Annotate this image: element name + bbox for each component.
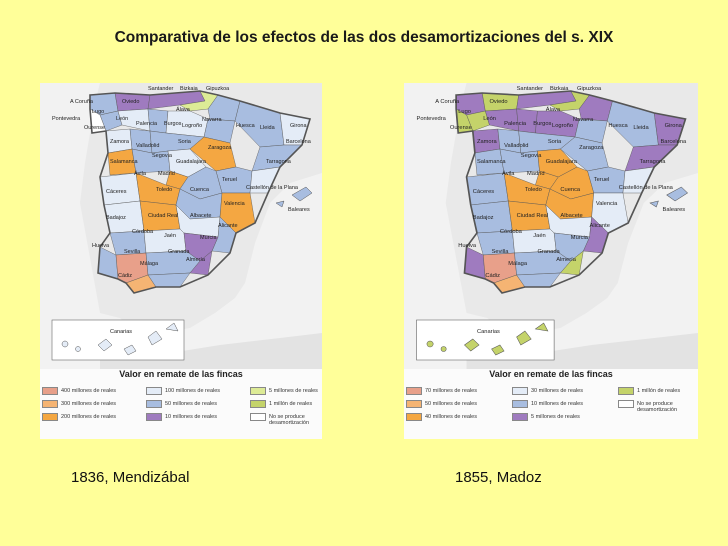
province-label: Toledo bbox=[156, 187, 173, 193]
province-label: Álava bbox=[176, 107, 190, 113]
province-label: Logroño bbox=[182, 123, 203, 129]
legend-swatch bbox=[618, 400, 634, 408]
province-label: Tarragona bbox=[266, 159, 291, 165]
mendizabal-map-svg bbox=[40, 83, 322, 369]
province-label: Valencia bbox=[224, 201, 245, 207]
province-label: Guadalajara bbox=[176, 159, 206, 165]
legend-swatch bbox=[512, 387, 528, 395]
province-label: Castellón de la Plana bbox=[618, 185, 673, 191]
madoz-map-svg bbox=[404, 83, 698, 369]
province-label: Santander bbox=[516, 86, 544, 92]
province-label: Logroño bbox=[552, 123, 574, 129]
mendizabal-caption: 1836, Mendizábal bbox=[71, 469, 190, 486]
province-label: Álava bbox=[545, 107, 561, 113]
madoz-caption: 1855, Madoz bbox=[455, 469, 542, 486]
province-label: Huesca bbox=[608, 123, 628, 129]
province-label: Bizkaia bbox=[549, 86, 569, 92]
islands-label: Canarias bbox=[110, 329, 133, 335]
province-label: Sevilla bbox=[124, 249, 141, 255]
legend-swatch bbox=[42, 413, 58, 421]
province-label: Huelva bbox=[92, 243, 110, 249]
legend-swatch bbox=[250, 400, 266, 408]
province-label: Ávila bbox=[134, 171, 146, 177]
province-label: Murcia bbox=[570, 235, 588, 241]
legend-swatch bbox=[406, 400, 422, 408]
legend-swatch bbox=[250, 413, 266, 421]
province-label: Pontevedra bbox=[52, 116, 81, 122]
province-label: Granada bbox=[537, 249, 560, 255]
province-label: Almería bbox=[186, 257, 205, 263]
province-label: Huesca bbox=[236, 123, 255, 129]
province-label: Segovia bbox=[520, 153, 542, 159]
province-label: Salamanca bbox=[110, 159, 138, 165]
province-label: Bizkaia bbox=[180, 86, 198, 92]
legend-swatch bbox=[618, 387, 634, 395]
province-label: A Coruña bbox=[435, 99, 460, 105]
province-label: Ávila bbox=[502, 171, 515, 177]
province-label: León bbox=[116, 116, 129, 122]
province-label: Teruel bbox=[593, 177, 610, 183]
province-label: Segovia bbox=[152, 153, 172, 159]
legend-swatch bbox=[42, 387, 58, 395]
province-label: Sevilla bbox=[491, 249, 509, 255]
mendizabal-map: Canarias A Coruña Lugo Pontevedra Ourense Santander Bizkaia Gipuzkoa Oviedo Álava Navarra León Palencia Burgos Logroño Huesca Lleida Girona Barcelona Zamora Valladolid Soria Zaragoza Tarragona Salamanca Segovia Guadalajara Ávila Madrid Teruel Castellón de la Plana Cáceres Toledo Cuenca Valencia Baleares Badajoz Ciudad Real Albacete Alicante Córdoba Jaén Murcia Huelva Sevilla Granada Almería Málaga Cádiz Valor en remate de las fincas 400 millones de reales 300 millones de reales 200 millones de reales 100 millones de reales 50 millones de reales 10 millones de reales 5 millones de reales 1 millón de reales No se produce desamortización bbox=[40, 83, 322, 439]
legend-swatch bbox=[250, 387, 266, 395]
legend-swatch bbox=[512, 400, 528, 408]
province-label: Huelva bbox=[458, 243, 477, 249]
province-label: Navarra bbox=[572, 117, 594, 123]
province-label: Almería bbox=[556, 257, 576, 263]
province-label: Valencia bbox=[595, 201, 618, 207]
slide-title: Comparativa de los efectos de las dos desamortizaciones del s. XIX bbox=[114, 29, 614, 46]
province-label: Soria bbox=[547, 139, 562, 145]
province-label: Badajoz bbox=[106, 215, 126, 221]
legend-swatch bbox=[42, 400, 58, 408]
province-label: Valladolid bbox=[504, 143, 529, 149]
province-label: Jaén bbox=[533, 233, 546, 239]
province-label: Badajoz bbox=[472, 215, 494, 221]
province-label: Cuenca bbox=[560, 187, 581, 193]
province-label: Zamora bbox=[110, 139, 129, 145]
province-label: Granada bbox=[168, 249, 190, 255]
province-label: Palencia bbox=[136, 121, 158, 127]
legend-swatch bbox=[512, 413, 528, 421]
province-label: Alicante bbox=[218, 223, 238, 229]
province-label: Gipuzkoa bbox=[206, 86, 230, 92]
province-label: Albacete bbox=[560, 213, 583, 219]
province-label: Zamora bbox=[476, 139, 497, 145]
province-label: Burgos bbox=[164, 121, 182, 127]
province-label: Cádiz bbox=[118, 273, 133, 279]
province-label: Salamanca bbox=[476, 159, 506, 165]
legend-swatch bbox=[146, 400, 162, 408]
province-label: Zaragoza bbox=[208, 145, 232, 151]
province-label: Madrid bbox=[158, 171, 175, 177]
province-label: Burgos bbox=[533, 121, 552, 127]
province-label: Lugo bbox=[92, 109, 105, 115]
province-label: Córdoba bbox=[499, 229, 522, 235]
province-label: Girona bbox=[290, 123, 307, 129]
province-label: Lleida bbox=[260, 125, 275, 131]
province-label: Ciudad Real bbox=[516, 213, 549, 219]
province-label: Girona bbox=[664, 123, 682, 129]
province-label: Lugo bbox=[458, 109, 471, 115]
province-label: Málaga bbox=[508, 261, 528, 267]
legend-swatch bbox=[146, 413, 162, 421]
province-label: Castellón de la Plana bbox=[246, 185, 298, 191]
province-label: Madrid bbox=[527, 171, 545, 177]
province-label: Lleida bbox=[633, 125, 649, 131]
province-label: Oviedo bbox=[489, 99, 508, 105]
province-label: Barcelona bbox=[286, 139, 311, 145]
province-label: Murcia bbox=[200, 235, 217, 241]
province-label: Jaén bbox=[164, 233, 176, 239]
province-label: Baleares bbox=[288, 207, 310, 213]
province-label: Málaga bbox=[140, 261, 159, 267]
province-label: Zaragoza bbox=[579, 145, 604, 151]
province-label: A Coruña bbox=[70, 99, 93, 105]
province-label: Ciudad Real bbox=[148, 213, 179, 219]
province-label: Soria bbox=[178, 139, 191, 145]
province-label: Navarra bbox=[202, 117, 222, 123]
province-label: Teruel bbox=[222, 177, 237, 183]
legend-swatch bbox=[406, 387, 422, 395]
province-label: Toledo bbox=[524, 187, 542, 193]
province-label: Palencia bbox=[504, 121, 527, 127]
province-label: Barcelona bbox=[660, 139, 687, 145]
province-label: Tarragona bbox=[639, 159, 666, 165]
legend-swatch bbox=[406, 413, 422, 421]
province-label: Valladolid bbox=[136, 143, 160, 149]
province-label: Ourense bbox=[84, 125, 106, 131]
province-label: Cádiz bbox=[485, 273, 500, 279]
province-label: Baleares bbox=[662, 207, 686, 213]
province-label: León bbox=[483, 116, 496, 122]
islands-label: Canarias bbox=[476, 329, 500, 335]
province-label: Gipuzkoa bbox=[577, 86, 602, 92]
province-label: Ourense bbox=[449, 125, 472, 131]
province-label: Cáceres bbox=[472, 189, 495, 195]
province-label: Guadalajara bbox=[545, 159, 577, 165]
province-label: Pontevedra bbox=[416, 116, 446, 122]
madoz-map: Canarias A Coruña Lugo Pontevedra Ourense Santander Bizkaia Gipuzkoa Oviedo Álava Navarra León Palencia Burgos Logroño Huesca Lleida Girona Barcelona Zamora Valladolid Soria Zaragoza Tarragona Salamanca Segovia Guadalajara Ávila Madrid Teruel Castellón de la Plana Cáceres Toledo Cuenca Valencia Baleares Badajoz Ciudad Real Albacete Alicante Córdoba Jaén Murcia Huelva Sevilla Granada Almería Málaga Cádiz Valor en remate de las fincas 70 millones de reales 50 millones de reales 40 millones de reales 30 millones de reales 10 millones de reales 5 millones de reales 1 millón de reales No se produce desamortización bbox=[404, 83, 698, 439]
province-label: Cuenca bbox=[190, 187, 209, 193]
province-label: Alicante bbox=[589, 223, 610, 229]
province-label: Albacete bbox=[190, 213, 212, 219]
legend-swatch bbox=[146, 387, 162, 395]
province-label: Oviedo bbox=[122, 99, 140, 105]
province-label: Santander bbox=[148, 86, 174, 92]
province-label: Cáceres bbox=[106, 189, 127, 195]
legend-title: Valor en remate de las fincas bbox=[489, 369, 613, 379]
province-label: Córdoba bbox=[132, 229, 154, 235]
legend-title: Valor en remate de las fincas bbox=[119, 369, 243, 379]
